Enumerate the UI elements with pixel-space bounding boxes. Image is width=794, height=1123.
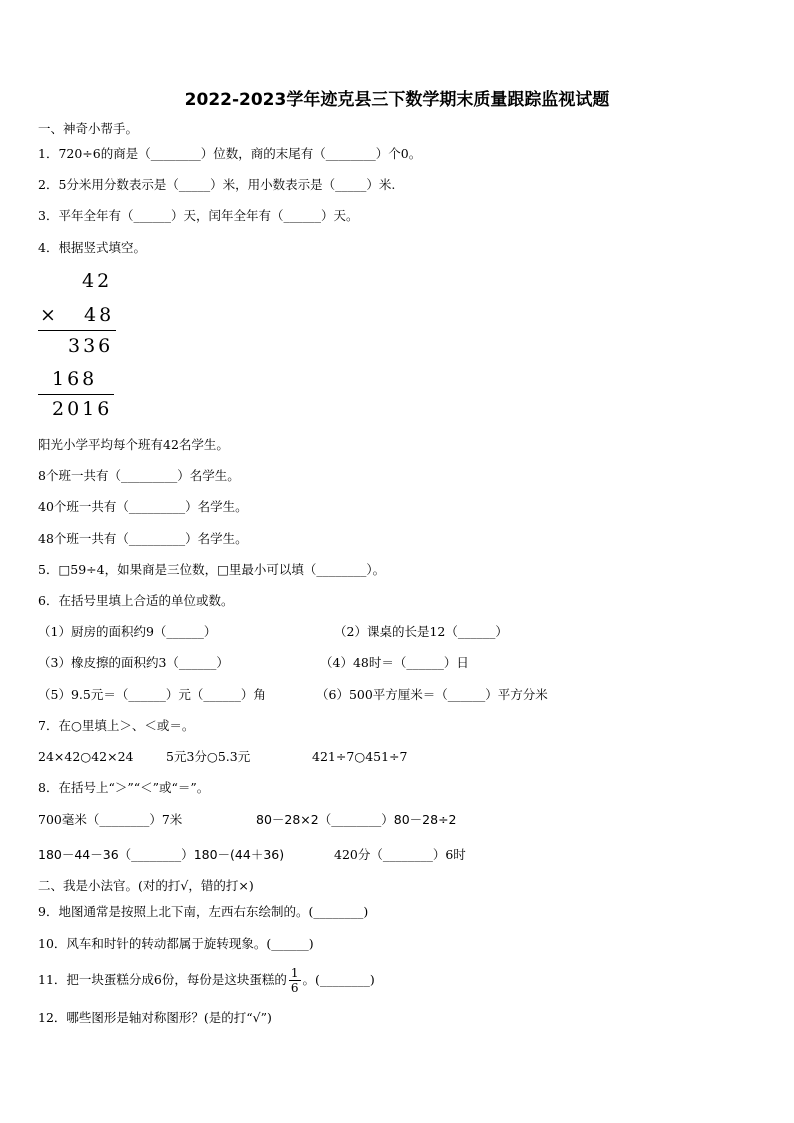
question-6-1: （1）厨房的面积约9（______） — [38, 624, 217, 639]
question-7-2: 5元3分○5.3元 — [166, 749, 251, 764]
expr-right: 80－28÷2 — [393, 812, 457, 827]
question-8: 8．在括号上“＞”“＜”或“＝”。 — [38, 780, 210, 795]
page-title: 2022-2023学年迹克县三下数学期末质量跟踪监视试题 — [184, 90, 610, 110]
question-4a: 8个班一共有（_________）名学生。 — [38, 468, 240, 483]
question-4: 4．根据竖式填空。 — [38, 240, 146, 255]
times-sign: × — [40, 304, 59, 326]
question-8-2a — [38, 847, 284, 863]
question-1: 1．720÷6的商是（________）位数，商的末尾有（________）个0。 — [38, 146, 422, 161]
partial-product-2: 168 — [52, 368, 98, 390]
expr-left: 180－44－36 — [38, 847, 119, 862]
question-2: 2．5分米用分数表示是（_____）米，用小数表示是（_____）米. — [38, 177, 396, 192]
product: 2016 — [52, 398, 113, 420]
question-7-3: 421÷7○451÷7 — [312, 749, 408, 764]
question-7-1: 24×42○42×24 — [38, 749, 134, 764]
expr-left: 80－28×2 — [256, 812, 319, 827]
question-6-5: （5）9.5元＝（______）元（______）角 — [38, 687, 266, 702]
multiplier: 48 — [84, 304, 115, 326]
fraction — [289, 966, 301, 995]
section-2-heading: 二、我是小法官。(对的打√，错的打×) — [38, 878, 254, 893]
question-6: 6．在括号里填上合适的单位或数。 — [38, 593, 234, 608]
blank: （________） — [118, 847, 194, 862]
expr-right: 180－(44＋36) — [193, 847, 285, 862]
question-11 — [38, 964, 375, 996]
question-9: 9．地图通常是按照上北下南，左西右东绘制的。(________) — [38, 904, 369, 919]
fraction-numerator: 1 — [290, 966, 299, 980]
question-7: 7．在○里填上＞、＜或＝。 — [38, 718, 195, 733]
question-4-context: 阳光小学平均每个班有42名学生。 — [38, 437, 229, 452]
question-11-answer: 。(________) — [302, 972, 375, 987]
question-6-6: （6）500平方厘米＝（______）平方分米 — [316, 687, 548, 702]
partial-product-1: 336 — [68, 335, 114, 357]
section-1-heading: 一、神奇小帮手。 — [38, 121, 139, 136]
question-8-2b: 420分（________）6时 — [334, 847, 466, 862]
question-4b: 40个班一共有（_________）名学生。 — [38, 499, 248, 514]
question-6-4: （4）48时＝（______）日 — [320, 655, 469, 670]
question-11-text: 11．把一块蛋糕分成6份，每份是这块蛋糕的 — [38, 972, 287, 987]
blank: （________） — [318, 812, 394, 827]
question-3: 3．平年全年有（______）天，闰年全年有（______）天。 — [38, 208, 359, 223]
question-8-1a: 700毫米（________）7米 — [38, 812, 183, 827]
question-10: 10．风车和时针的转动都属于旋转现象。(______) — [38, 936, 314, 951]
question-12: 12．哪些图形是轴对称图形？(是的打“√”) — [38, 1010, 272, 1025]
question-5: 5．□59÷4，如果商是三位数，□里最小可以填（________）。 — [38, 562, 386, 577]
rule-2 — [38, 394, 114, 395]
rule-1 — [38, 330, 116, 331]
multiplicand: 42 — [82, 270, 113, 292]
fraction-denominator: 6 — [290, 981, 299, 995]
question-6-3: （3）橡皮擦的面积约3（______） — [38, 655, 229, 670]
question-4c: 48个班一共有（_________）名学生。 — [38, 531, 248, 546]
question-8-1b — [256, 812, 457, 828]
question-6-2: （2）课桌的长是12（______） — [334, 624, 508, 639]
